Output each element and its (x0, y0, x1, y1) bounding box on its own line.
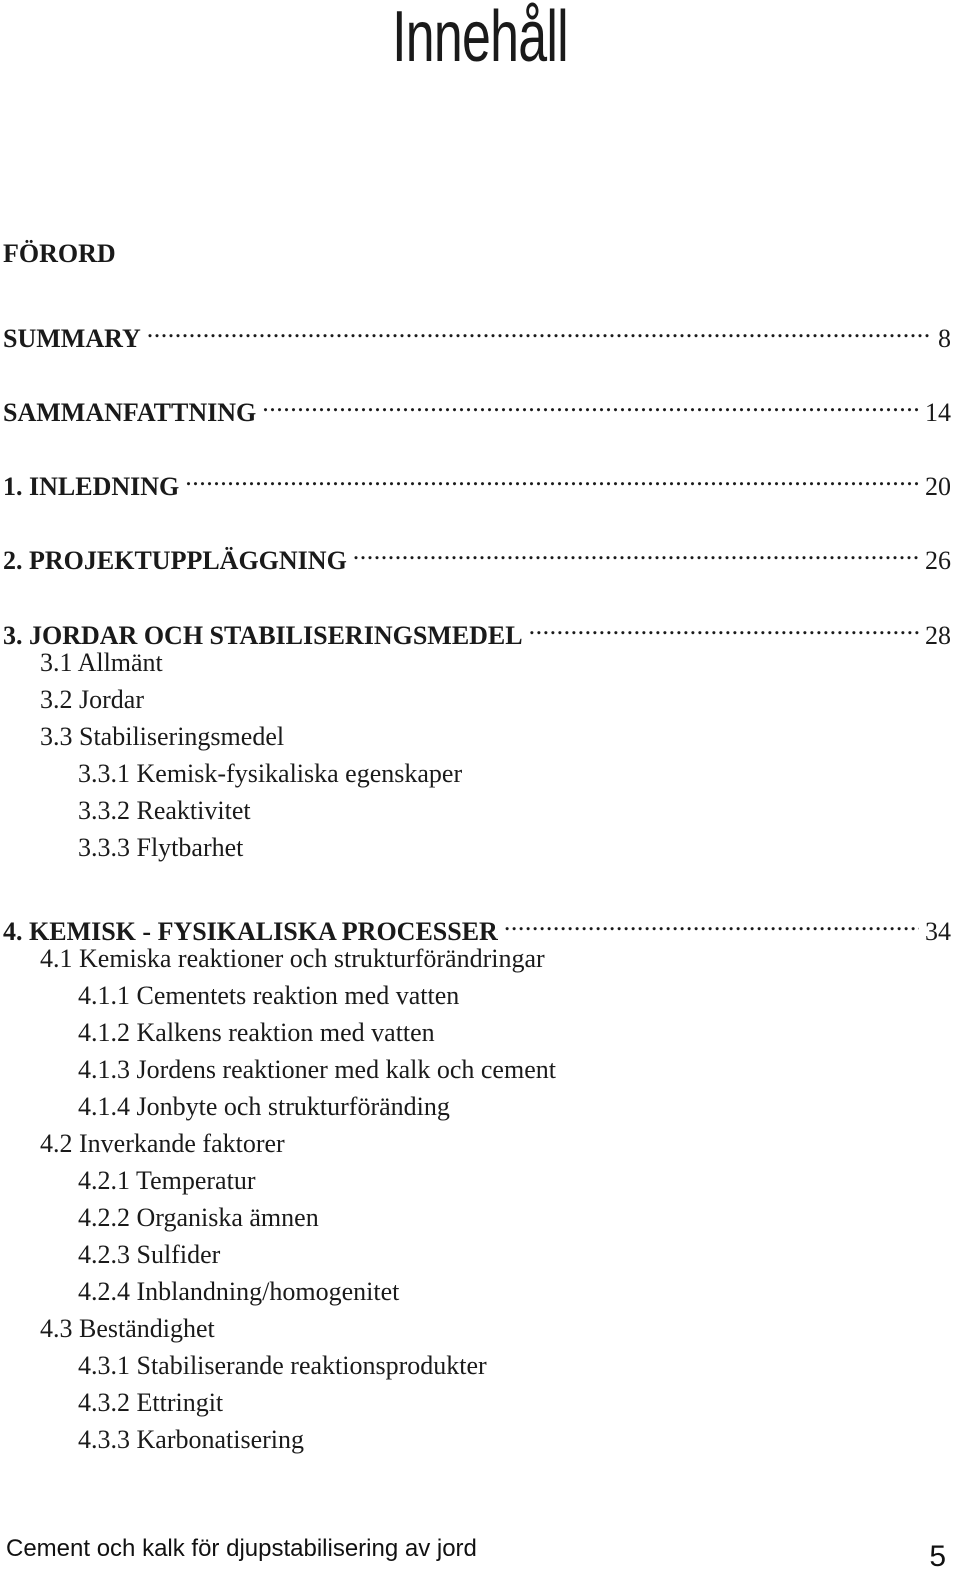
dot-leader (262, 385, 919, 421)
toc-entry-chapter-3[interactable] (0, 608, 951, 650)
toc-page-number: 34 (925, 917, 951, 946)
toc-subentry[interactable] (0, 645, 951, 681)
toc-entry-label: 2. PROJEKTUPPLÄGGNING (3, 546, 347, 575)
toc-page-number: 20 (925, 472, 951, 501)
toc-subentry[interactable] (0, 682, 951, 718)
toc-subsubentry-label: 4.2.2 Organiska ämnen (78, 1203, 319, 1232)
toc-subsubentry[interactable] (0, 1089, 951, 1125)
toc-subsubentry-label: 4.1.3 Jordens reaktioner med kalk och cement (78, 1055, 556, 1084)
toc-entry-chapter-2[interactable] (0, 533, 951, 575)
toc-subsubentry[interactable] (0, 1015, 951, 1051)
toc-entry-summary[interactable] (0, 311, 951, 353)
toc-subentry-label: 4.2 Inverkande faktorer (40, 1129, 285, 1158)
toc-subsubentry[interactable] (0, 830, 951, 866)
toc-subentry-label: 3.2 Jordar (40, 685, 144, 714)
toc-subentry[interactable] (0, 1126, 951, 1162)
toc-entry-label: FÖRORD (3, 239, 116, 268)
toc-subsubentry[interactable] (0, 1200, 951, 1236)
toc-entry-foerord[interactable] (0, 236, 951, 272)
toc-subentry-label: 4.1 Kemiska reaktioner och strukturförändringar (40, 944, 545, 973)
toc-subsubentry-label: 4.1.1 Cementets reaktion med vatten (78, 981, 460, 1010)
toc-subsubentry[interactable] (0, 793, 951, 829)
dot-leader (353, 533, 919, 569)
toc-page-number: 8 (938, 324, 951, 353)
toc-page-number: 28 (925, 621, 951, 650)
toc-entry-label: SAMMANFATTNING (3, 398, 257, 427)
toc-page-number: 14 (925, 398, 951, 427)
toc-subsubentry-label: 3.3.3 Flytbarhet (78, 833, 244, 862)
toc-entry-label: 1. INLEDNING (3, 472, 180, 501)
toc-subsubentry-label: 4.2.3 Sulfider (78, 1240, 221, 1269)
toc-subentry-label: 4.3 Beständighet (40, 1314, 215, 1343)
toc-subsubentry[interactable] (0, 756, 951, 792)
page-title: Innehåll (392, 0, 568, 77)
toc-subentry[interactable] (0, 1311, 951, 1347)
dot-leader (185, 459, 919, 495)
toc-subsubentry-label: 4.3.3 Karbonatisering (78, 1425, 305, 1454)
toc-subsubentry-label: 4.1.4 Jonbyte och strukturföränding (78, 1092, 450, 1121)
toc-entry-label: SUMMARY (3, 324, 141, 353)
toc-subentry[interactable] (0, 941, 951, 977)
toc-entry-chapter-1[interactable] (0, 459, 951, 501)
toc-subsubentry-label: 3.3.2 Reaktivitet (78, 796, 251, 825)
toc-subsubentry-label: 4.3.2 Ettringit (78, 1388, 224, 1417)
toc-subentry-label: 3.1 Allmänt (40, 648, 163, 677)
toc-subsubentry-label: 4.1.2 Kalkens reaktion med vatten (78, 1018, 435, 1047)
toc-subsubentry-label: 3.3.1 Kemisk-fysikaliska egenskaper (78, 759, 463, 788)
toc-subsubentry[interactable] (0, 1274, 951, 1310)
toc-entry-sammanfattning[interactable] (0, 385, 951, 427)
toc-subsubentry[interactable] (0, 1052, 951, 1088)
toc-subentry[interactable] (0, 719, 951, 755)
toc-subsubentry-label: 4.3.1 Stabiliserande reaktionsprodukter (78, 1351, 487, 1380)
footer-document-title: Cement och kalk för djupstabilisering av jord (6, 1535, 477, 1562)
toc-entry-label: 4. KEMISK - FYSIKALISKA PROCESSER (3, 917, 498, 946)
toc-page-number: 26 (925, 546, 951, 575)
toc-subsubentry-label: 4.2.1 Temperatur (78, 1166, 256, 1195)
toc-subentry-label: 3.3 Stabiliseringsmedel (40, 722, 285, 751)
toc-subsubentry[interactable] (0, 1385, 951, 1421)
toc-subsubentry-label: 4.2.4 Inblandning/homogenitet (78, 1277, 400, 1306)
toc-entry-label: 3. JORDAR OCH STABILISERINGSMEDEL (3, 621, 523, 650)
dot-leader (504, 904, 919, 940)
dot-leader (529, 608, 919, 644)
footer-page-number: 5 (929, 1540, 946, 1573)
toc-subsubentry[interactable] (0, 978, 951, 1014)
toc-subsubentry[interactable] (0, 1422, 951, 1458)
toc-subsubentry[interactable] (0, 1163, 951, 1199)
dot-leader (147, 311, 932, 347)
toc-entry-chapter-4[interactable] (0, 904, 951, 946)
toc-subsubentry[interactable] (0, 1237, 951, 1273)
toc-subsubentry[interactable] (0, 1348, 951, 1384)
